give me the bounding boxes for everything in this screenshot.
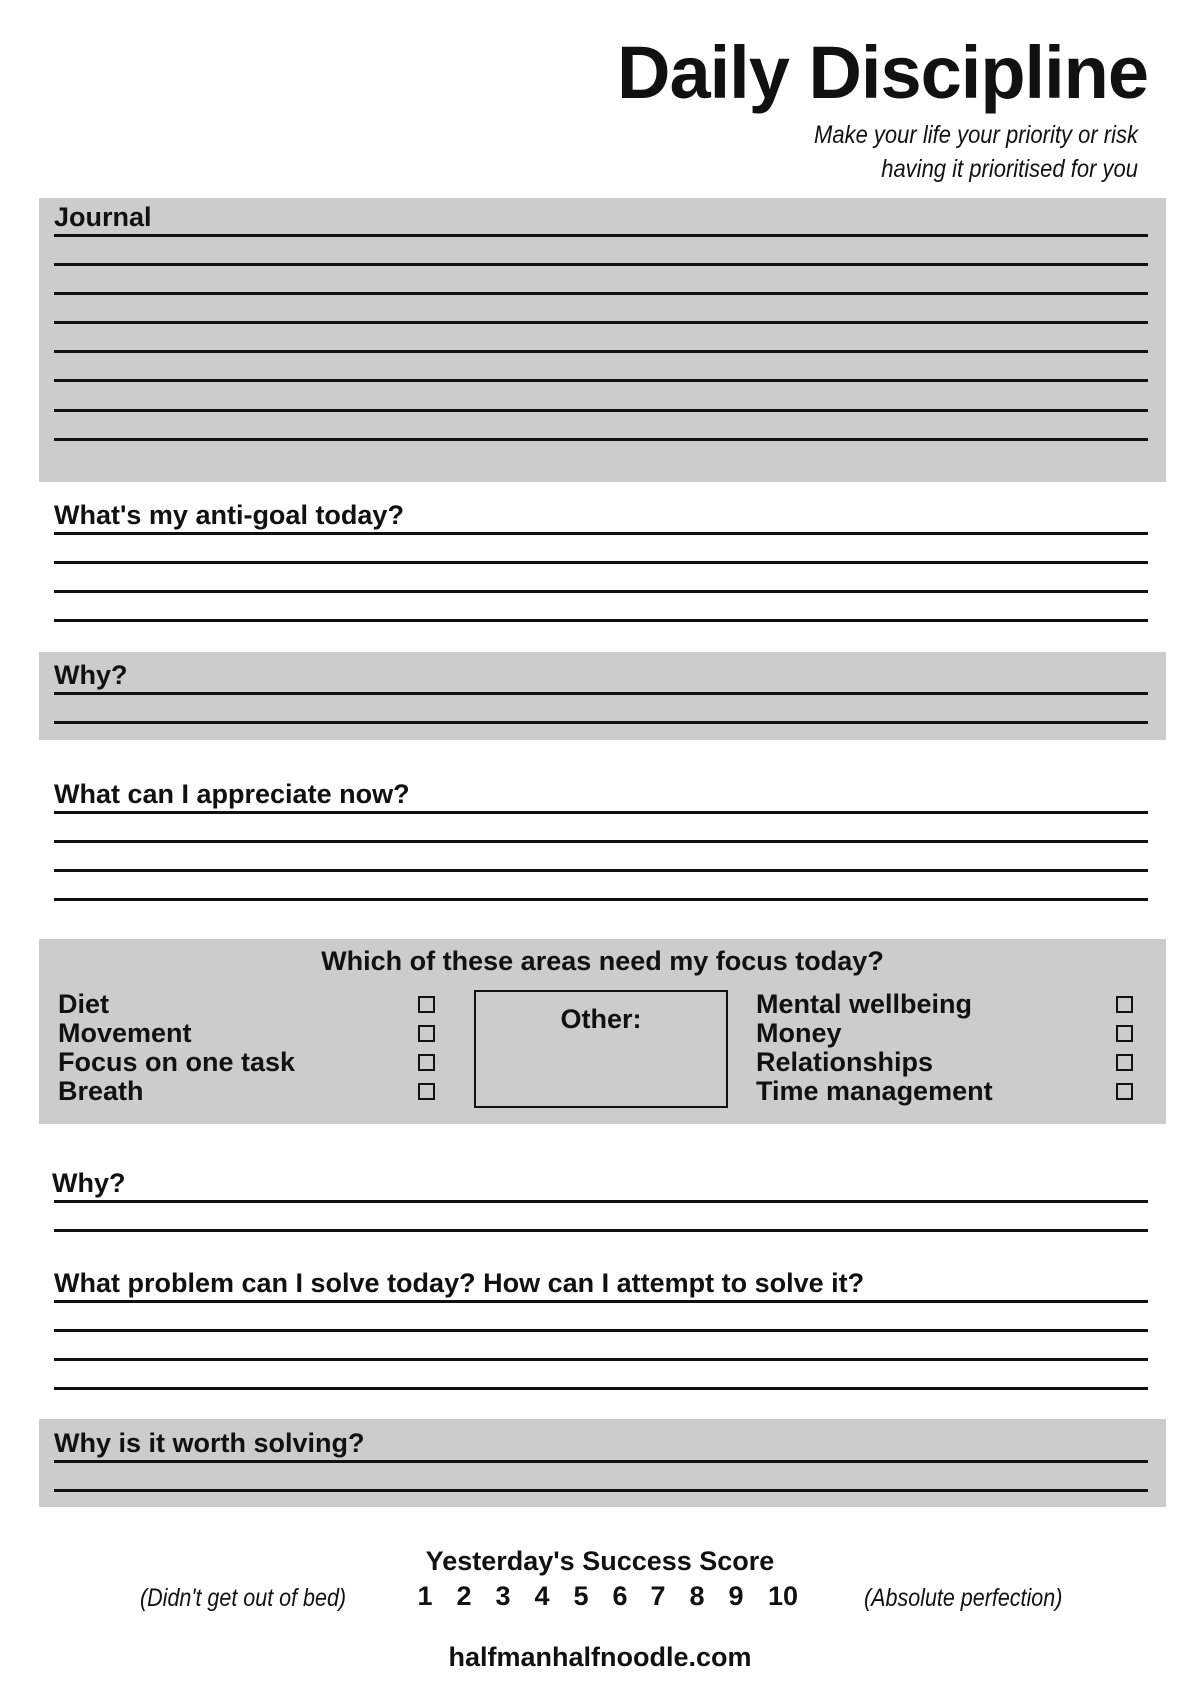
focus-item-diet: [58, 990, 438, 1019]
focus-item-label: Diet: [58, 989, 110, 1019]
focus-item-one-task: [58, 1048, 438, 1077]
focus-item-label: Mental wellbeing: [756, 989, 973, 1019]
appreciate-line[interactable]: [54, 869, 1148, 872]
focus-checkbox-breath[interactable]: [418, 1083, 435, 1100]
journal-line[interactable]: [54, 438, 1148, 441]
focus-item-movement: [58, 1019, 438, 1048]
why-line-2[interactable]: [54, 1200, 1148, 1203]
why-label-1: Why?: [54, 660, 128, 690]
score-option-7[interactable]: 7: [650, 1581, 666, 1611]
other-input-box[interactable]: [474, 990, 728, 1108]
appreciate-line[interactable]: [54, 898, 1148, 901]
focus-right-column: [756, 990, 1146, 1106]
focus-item-label: Breath: [58, 1076, 144, 1106]
website-link[interactable]: halfmanhalfnoodle.com: [448, 1642, 752, 1672]
score-title: Yesterday's Success Score: [425, 1546, 775, 1576]
why-line-1[interactable]: [54, 721, 1148, 724]
focus-checkbox-movement[interactable]: [418, 1025, 435, 1042]
focus-checkbox-mental-wellbeing[interactable]: [1116, 996, 1133, 1013]
problem-line[interactable]: [54, 1358, 1148, 1361]
score-option-8[interactable]: 8: [689, 1581, 705, 1611]
score-option-10[interactable]: 10: [767, 1581, 799, 1611]
focus-title: Which of these areas need my focus today?: [321, 946, 884, 976]
score-option-3[interactable]: 3: [495, 1581, 511, 1611]
problem-line[interactable]: [54, 1387, 1148, 1390]
focus-item-label: Focus on one task: [58, 1047, 296, 1077]
focus-left-column: [58, 990, 438, 1106]
problem-label: What problem can I solve today? How can I attempt to solve it?: [54, 1268, 865, 1298]
score-option-4[interactable]: 4: [534, 1581, 550, 1611]
journal-line[interactable]: [54, 321, 1148, 324]
score-max-caption: (Absolute perfection): [864, 1584, 1063, 1612]
journal-line[interactable]: [54, 409, 1148, 412]
anti-goal-line[interactable]: [54, 619, 1148, 622]
appreciate-line[interactable]: [54, 811, 1148, 814]
worth-solving-label: Why is it worth solving?: [54, 1428, 365, 1458]
score-min-caption: (Didn't get out of bed): [140, 1584, 347, 1612]
tagline-line-2: having it prioritised for you: [881, 155, 1138, 183]
journal-line[interactable]: [54, 379, 1148, 382]
focus-item-mental-wellbeing: [756, 990, 1146, 1019]
problem-line[interactable]: [54, 1300, 1148, 1303]
focus-checkbox-time-management[interactable]: [1116, 1083, 1133, 1100]
tagline-line-1: Make your life your priority or risk: [814, 121, 1138, 149]
tagline: [768, 118, 1138, 186]
focus-checkbox-diet[interactable]: [418, 996, 435, 1013]
why-line-1[interactable]: [54, 692, 1148, 695]
why-label-2: Why?: [52, 1168, 126, 1198]
score-option-6[interactable]: 6: [612, 1581, 628, 1611]
anti-goal-line[interactable]: [54, 532, 1148, 535]
anti-goal-line[interactable]: [54, 590, 1148, 593]
journal-label: Journal: [54, 202, 152, 232]
score-option-2[interactable]: 2: [456, 1581, 472, 1611]
journal-line[interactable]: [54, 292, 1148, 295]
problem-line[interactable]: [54, 1329, 1148, 1332]
score-option-5[interactable]: 5: [573, 1581, 589, 1611]
worth-solving-line[interactable]: [54, 1460, 1148, 1463]
focus-checkbox-one-task[interactable]: [418, 1054, 435, 1071]
score-option-1[interactable]: 1: [417, 1581, 433, 1611]
focus-item-label: Time management: [756, 1076, 993, 1106]
focus-item-relationships: [756, 1048, 1146, 1077]
focus-item-breath: [58, 1077, 438, 1106]
focus-item-label: Money: [756, 1018, 842, 1048]
appreciate-label: What can I appreciate now?: [54, 779, 410, 809]
journal-line[interactable]: [54, 263, 1148, 266]
focus-item-money: [756, 1019, 1146, 1048]
why-line-2[interactable]: [54, 1229, 1148, 1232]
journal-line[interactable]: [54, 350, 1148, 353]
page-title: Daily Discipline: [617, 31, 1148, 114]
worth-solving-line[interactable]: [54, 1489, 1148, 1492]
focus-item-label: Movement: [58, 1018, 192, 1048]
score-option-9[interactable]: 9: [728, 1581, 744, 1611]
focus-checkbox-relationships[interactable]: [1116, 1054, 1133, 1071]
focus-item-label: Relationships: [756, 1047, 934, 1077]
anti-goal-line[interactable]: [54, 561, 1148, 564]
appreciate-line[interactable]: [54, 840, 1148, 843]
why-band-1: [39, 652, 1166, 740]
focus-checkbox-money[interactable]: [1116, 1025, 1133, 1042]
other-label: Other:: [560, 1004, 642, 1034]
anti-goal-label: What's my anti-goal today?: [54, 500, 404, 530]
focus-item-time-management: [756, 1077, 1146, 1106]
journal-line[interactable]: [54, 234, 1148, 237]
